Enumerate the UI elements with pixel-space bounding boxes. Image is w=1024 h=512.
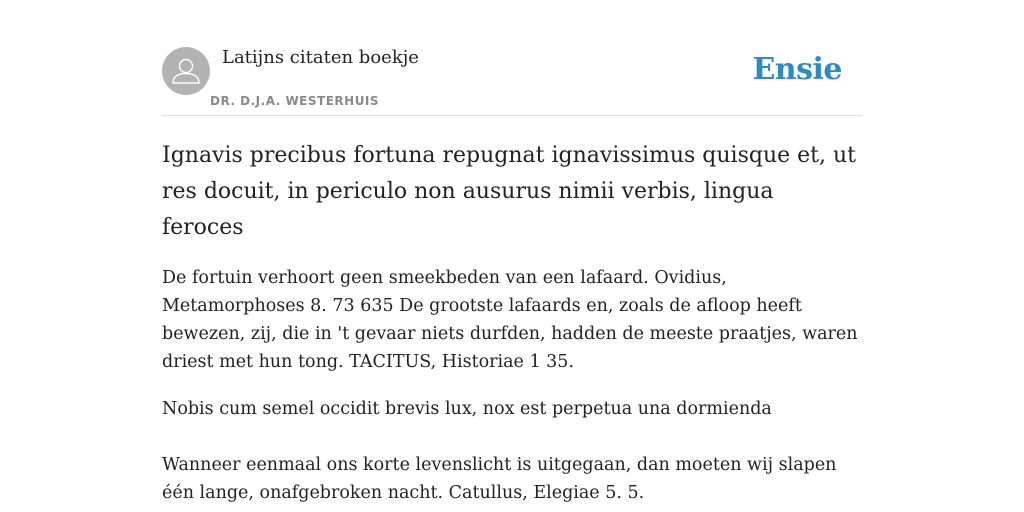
paragraph: Wanneer eenmaal ons korte levenslicht is uitgegaan, dan moeten wij slapen één lange, onafgebroken nacht. Catullus, Elegiae 5. 5. <box>162 455 837 503</box>
ensie-logo[interactable]: Ensie <box>752 52 842 87</box>
article-container <box>162 46 862 507</box>
header <box>162 46 862 116</box>
author-name[interactable]: DR. D.J.A. WESTERHUIS <box>210 94 380 108</box>
paragraph: Nobis cum semel occidit brevis lux, nox est perpetua una dormienda <box>162 399 772 419</box>
quote-title: Ignavis precibus fortuna repugnat ignavissimus quisque et, ut res docuit, in periculo non ausurus nimii verbis, lingua feroces <box>162 143 856 240</box>
book-title[interactable]: Latijns citaten boekje <box>222 47 419 68</box>
user-avatar-icon[interactable] <box>162 47 210 95</box>
paragraph: De fortuin verhoort geen smeekbeden van een lafaard. Ovidius, Metamorphoses 8. 73 635 De grootste lafaards en, zoals de afloop heeft bewezen, zij, die in 't gevaar niets durfden, hadden de meeste praatjes, waren driest met hun tong. TACITUS, Historiae 1 35. <box>162 268 858 372</box>
